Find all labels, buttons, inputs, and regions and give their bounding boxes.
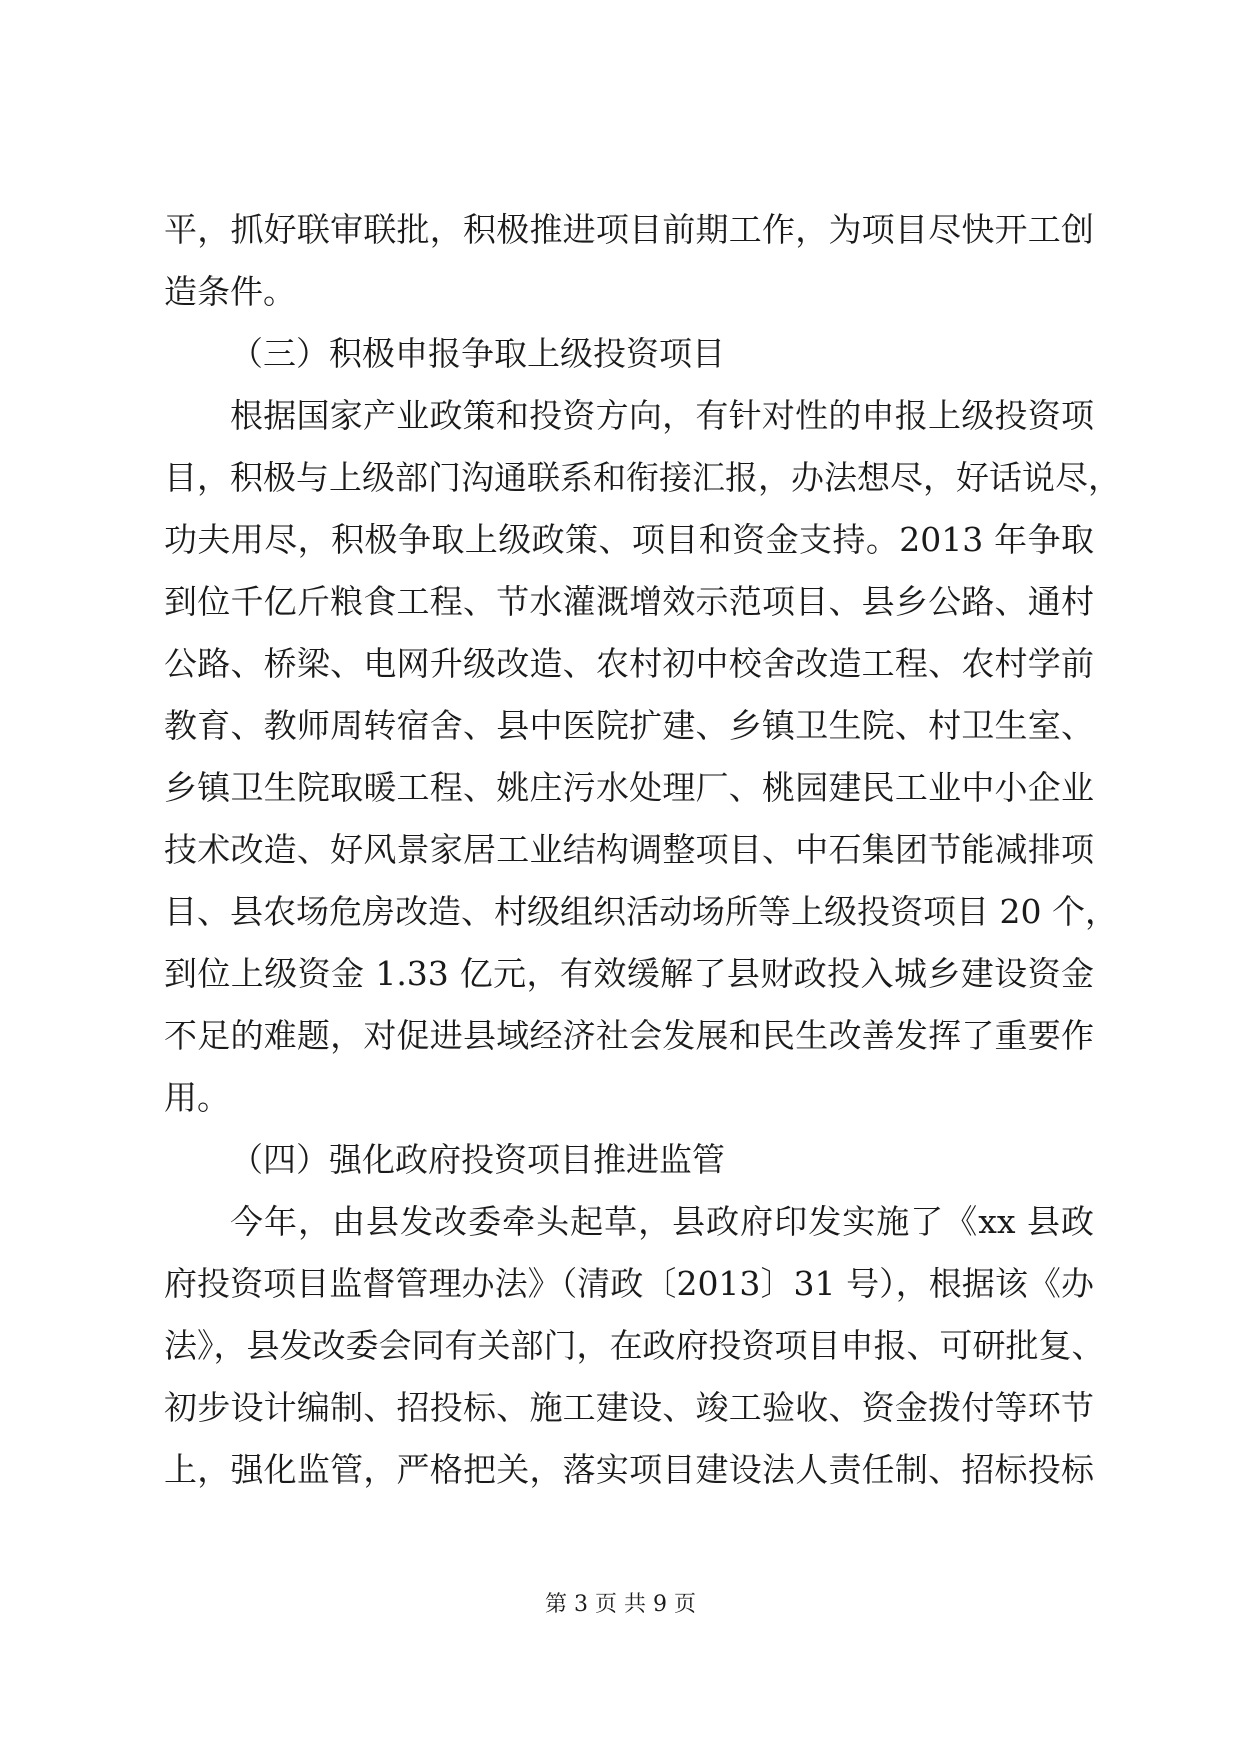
paragraph-line: 初步设计编制、招投标、施工建设、竣工验收、资金拨付等环节 [164, 1388, 1094, 1427]
paragraph-line: 平，抓好联审联批，积极推进项目前期工作，为项目尽快开工创 [164, 210, 1094, 249]
paragraph-line: 今年，由县发改委牵头起草，县政府印发实施了《xx 县政 [230, 1202, 1094, 1241]
section-heading: （三）积极申报争取上级投资项目 [230, 334, 725, 373]
paragraph-line: 目，积极与上级部门沟通联系和衔接汇报，办法想尽，好话说尽， [164, 458, 1121, 497]
paragraph-line: 府投资项目监督管理办法》（清政〔2013〕31 号），根据该《办 [164, 1264, 1094, 1303]
paragraph-line: 上，强化监管，严格把关，落实项目建设法人责任制、招标投标 [164, 1450, 1094, 1489]
paragraph-line: 到位千亿斤粮食工程、节水灌溉增效示范项目、县乡公路、通村 [164, 582, 1094, 621]
paragraph-line: 造条件。 [164, 272, 296, 311]
paragraph-line: 目、县农场危房改造、村级组织活动场所等上级投资项目 20 个， [164, 892, 1118, 931]
paragraph-line: 根据国家产业政策和投资方向，有针对性的申报上级投资项 [230, 396, 1094, 435]
paragraph-line: 教育、教师周转宿舍、县中医院扩建、乡镇卫生院、村卫生室、 [164, 706, 1094, 745]
paragraph-line: 功夫用尽，积极争取上级政策、项目和资金支持。2013 年争取 [164, 520, 1094, 559]
page-number-footer: 第 3 页 共 9 页 [545, 1592, 696, 1617]
paragraph-line: 乡镇卫生院取暖工程、姚庄污水处理厂、桃园建民工业中小企业 [164, 768, 1094, 807]
paragraph-line: 用。 [164, 1078, 230, 1117]
section-heading: （四）强化政府投资项目推进监管 [230, 1140, 725, 1179]
paragraph-line: 到位上级资金 1.33 亿元，有效缓解了县财政投入城乡建设资金 [164, 954, 1094, 993]
paragraph-line: 公路、桥梁、电网升级改造、农村初中校舍改造工程、农村学前 [164, 644, 1094, 683]
paragraph-line: 技术改造、好风景家居工业结构调整项目、中石集团节能减排项 [164, 830, 1094, 869]
paragraph-line: 不足的难题，对促进县域经济社会发展和民生改善发挥了重要作 [164, 1016, 1094, 1055]
paragraph-line: 法》，县发改委会同有关部门，在政府投资项目申报、可研批复、 [164, 1326, 1105, 1365]
